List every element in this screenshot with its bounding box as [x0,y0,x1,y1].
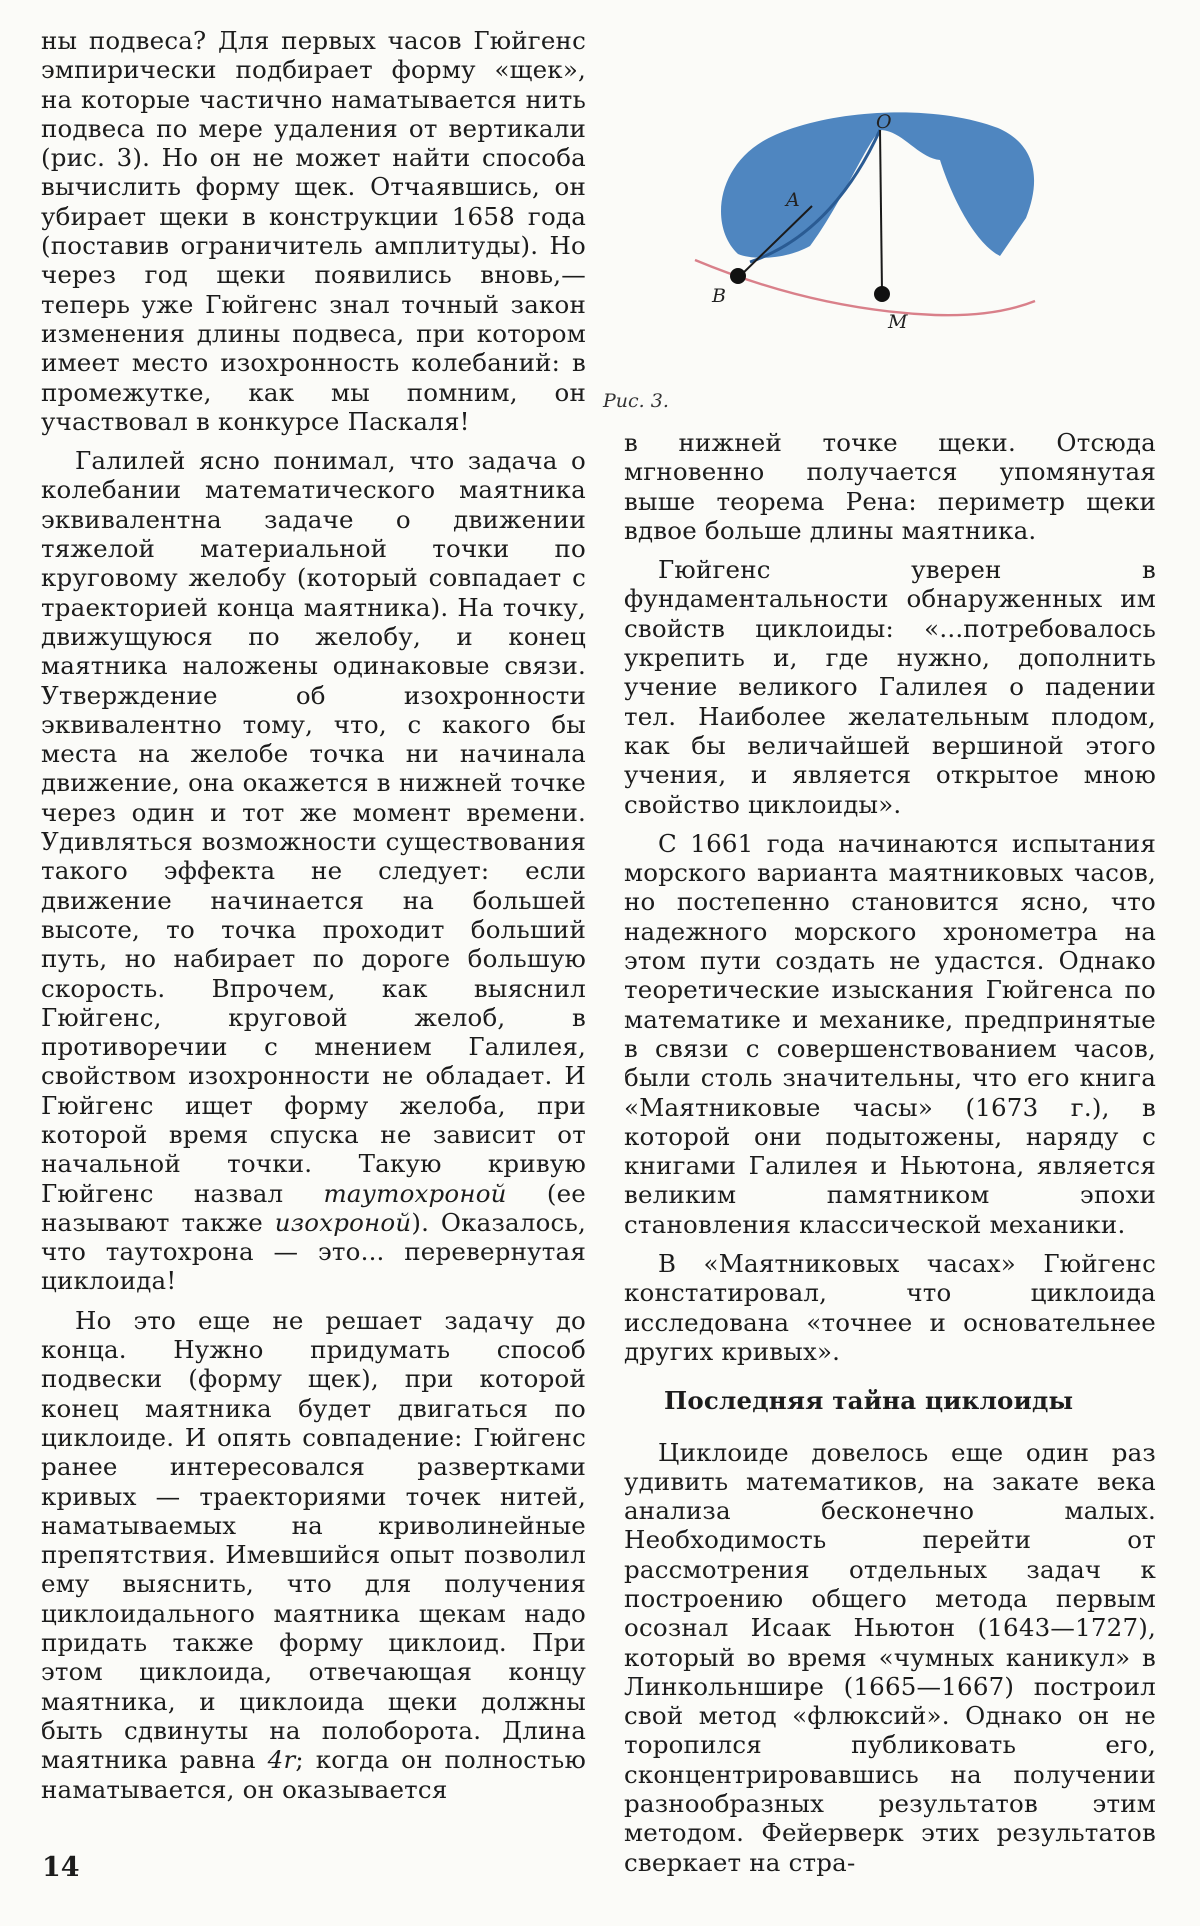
label-m: M [888,311,908,333]
paragraph [41,446,586,1296]
paragraph [41,1306,586,1804]
math-variable: 4r [267,1745,296,1775]
text-run: ). Оказалось, что таутохрона — это... перевернутая циклоида! [41,1207,586,1296]
paragraph: в нижней точке щеки. Отсюда мгновенно получается упомянутая выше теорема Рена: периметр щеки вдвое больше длины маятника. [624,428,1156,545]
text-run: ; когда он полностью наматывается, он оказывается [41,1745,586,1804]
bob-b [730,268,746,284]
paragraph: В «Маятниковых часах» Гюйгенс констатировал, что циклоида исследована «точнее и основательнее других кривых». [624,1249,1156,1366]
label-o: O [876,111,892,133]
section-title: Последняя тайна циклоиды [664,1386,1074,1416]
left-column [41,26,586,1804]
bob-m [874,286,890,302]
pendulum-thread-am [880,130,882,292]
paragraph: Циклоиде довелось еще один раз удивить математиков, на закате века анализа бесконечно малых. Необходимость перейти от рассмотрения отдельных задач к построению общего метода первым осознал Исаак Ньютон (1643—1727), который во время «чумных каникул» в Линкольншире (1665—1667) построил свой метод «флюксий». Однако он не торопился публиковать его, сконцентрировавшись на получении разнообразных результатов этим методом. Фейерверк этих результатов сверкает на стра- [624,1437,1156,1877]
figure-3-drawing [690,88,1050,358]
text-run: Галилей ясно понимал, что задача о колебании математического маятника эквивалентна задаче о движении тяжелой материальной точки по круговому желобу (который совпадает с траекторией конца маятника). На точку, движущуюся по желобу, и конец маятника наложены одинаковые связи. Утверждение об изохронности эквивалентно тому, что, с какого бы места на желобе точка ни начинала движение, она окажется в нижней точке через один и тот же момент времени. Удивляться возможности существования такого эффекта не следует: если движение начинается на большей высоте, то точка проходит больший путь, но набирает по дороге большую скорость. Впрочем, как выяснил Гюйгенс, круговой желоб, в противоречии с мнением Галилея, свойством изохронности не обладает. И Гюйгенс ищет форму желоба, при которой время спуска не зависит от начальной точки. Такую кривую Гюйгенс назвал [41,446,586,1208]
paragraph: Гюйгенс уверен в фундаментальности обнаруженных им свойств циклоиды: «...потребовалось укрепить и, где нужно, дополнить учение великого Галилея о падении тел. Наиболее желательным плодом, как бы величайшей вершиной этого учения, и является открытое мною свойство циклоиды». [624,555,1156,819]
label-b: B [712,285,726,307]
term-isochrone: изохроной [274,1207,412,1237]
text-run: Но это еще не решает задачу до конца. Нужно придумать способ подвески (форму щек), при которой конец маятника будет двигаться по циклоиде. И опять совпадение: Гюйгенс ранее интересовался развертками кривых — траекториями точек нитей, наматываемых на криволинейные препятствия. Имевшийся опыт позволил ему выяснить, что для получения циклоидального маятника щекам надо придать также форму циклоид. При этом циклоида, отвечающая концу маятника, и циклоида щеки должны быть сдвинуты на полоборота. Длина маятника равна [41,1305,586,1775]
term-tautochrone: таутохроной [323,1178,507,1208]
figure-3-cycloidal-pendulum [690,88,1050,358]
swing-arc [695,260,1035,315]
text-run: (ее называют также [41,1178,586,1237]
label-a: A [786,189,800,211]
right-column [624,428,1156,1877]
page-number: 14 [42,1852,80,1883]
paragraph: С 1661 года начинаются испытания морского варианта маятниковых часов, но постепенно становится ясно, что надежного морского хронометра на этом пути создать не удастся. Однако теоретические изыскания Гюйгенса по математике и механике, предпринятые в связи с совершенствованием часов, были столь значительны, что его книга «Маятниковые часы» (1673 г.), в которой они подытожены, наряду с книгами Галилея и Ньютона, является великим памятником эпохи становления классической механики. [624,828,1156,1239]
figure-caption: Рис. 3. [603,390,669,412]
paragraph: ны подвеса? Для первых часов Гюйгенс эмпирически подбирает форму «щек», на которые частично наматывается нить подвеса по мере удаления от вертикали (рис. 3). Но он не может найти способа вычислить форму щек. Отчаявшись, он убирает щеки в конструкции 1658 года (поставив ограничитель амплитуды). Но через год щеки появились вновь,— теперь уже Гюйгенс знал точный закон изменения длины подвеса, при котором имеет место изохронность колебаний: в промежутке, как мы помним, он участвовал в конкурсе Паскаля! [41,26,586,436]
